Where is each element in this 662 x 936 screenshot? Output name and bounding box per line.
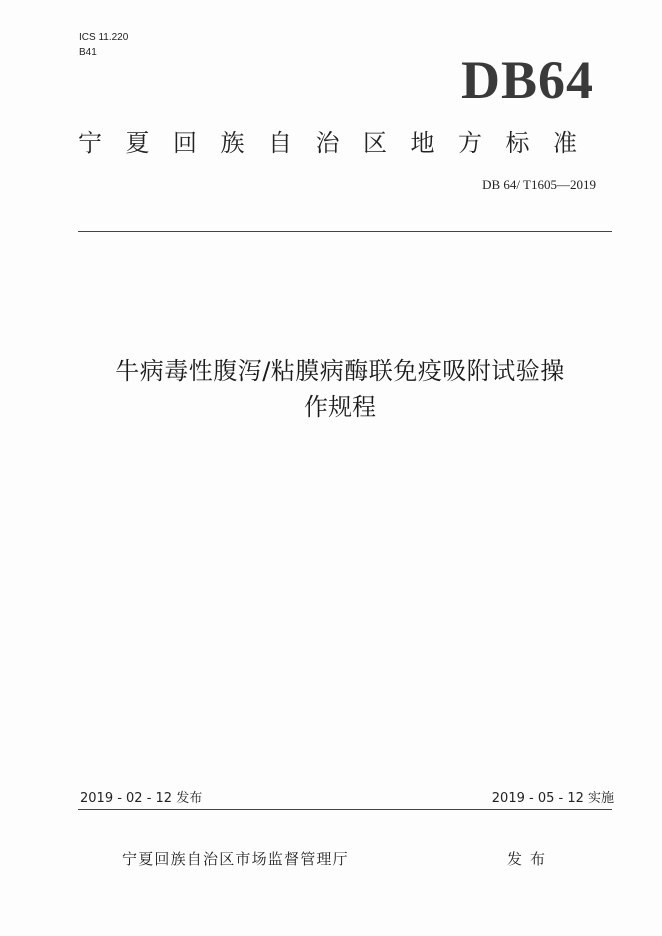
document-title <box>60 353 620 425</box>
issue-date: 2019 - 02 - 12 发布 <box>80 791 203 806</box>
issued-label: 发布 <box>507 850 554 868</box>
db-standard-logo: DB64 <box>460 50 594 110</box>
bottom-divider <box>78 809 612 810</box>
standard-number: DB 64/ T1605—2019 <box>482 177 596 192</box>
standard-type-heading: 宁夏回族自治区地方标准 <box>78 129 601 157</box>
title-line-2: 作规程 <box>304 393 376 421</box>
implementation-date: 2019 - 05 - 12 实施 <box>491 791 614 806</box>
publisher-name: 宁夏回族自治区市场监督管理厅 <box>122 850 349 868</box>
title-line-1: 牛病毒性腹泻/粘膜病酶联免疫吸附试验操 <box>115 357 565 385</box>
ics-code: ICS 11.220 <box>79 32 129 43</box>
ccs-code: B41 <box>79 47 97 58</box>
top-divider <box>78 231 612 232</box>
